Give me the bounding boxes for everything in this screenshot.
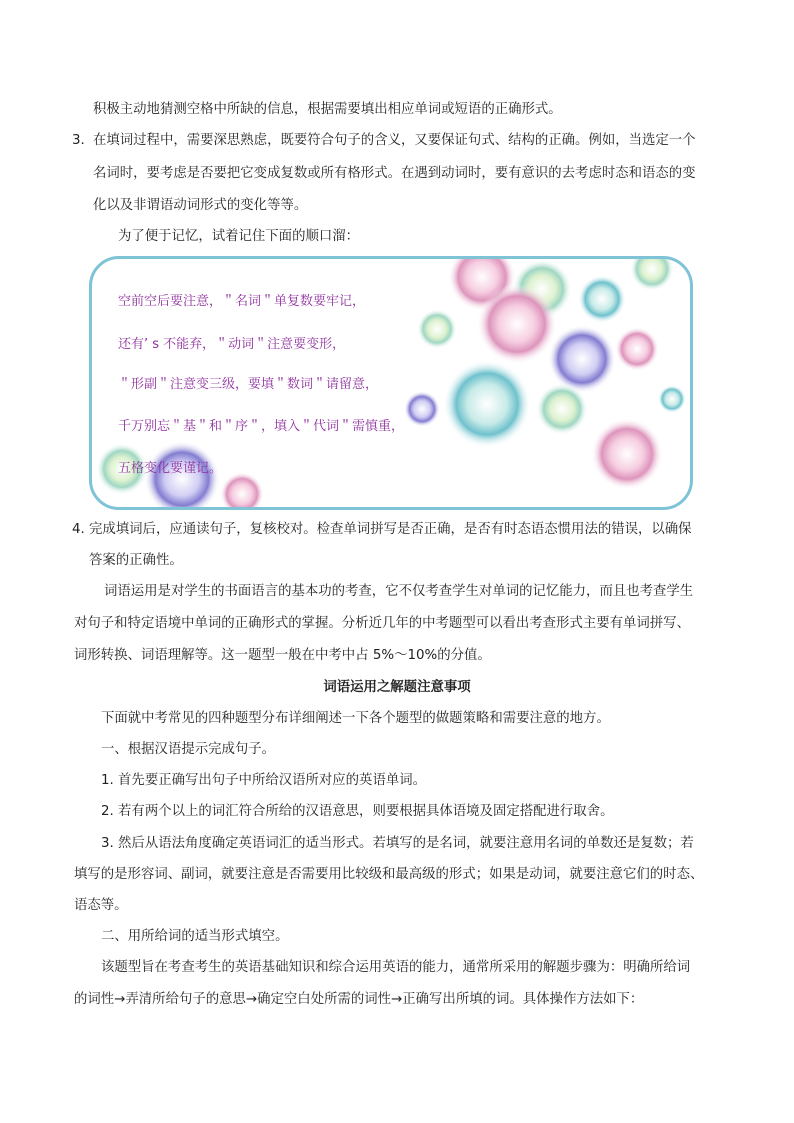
item3-line-2: 名词时，要考虑是否要把它变成复数或所有格形式。在遇到动词时，要有意识的去考虑时态和语态的变 xyxy=(93,166,696,181)
step-1: 1. 首先要正确写出句子中所给汉语所对应的英语单词。 xyxy=(101,773,427,788)
para3-line-2: 的词性→弄清所给句子的意思→确定空白处所需的词性→正确写出所填的词。具体操作方法如下： xyxy=(74,992,644,1007)
mnemonic-line-3: ＂形副＂注意变三级，要填＂数词＂请留意， xyxy=(118,377,379,392)
para3-line-1: 该题型旨在考查考生的英语基础知识和综合运用英语的能力，通常所采用的解题步骤为：明确所给词 xyxy=(101,960,691,975)
mnemonic-line-2: 还有’ s 不能弃，＂动词＂注意要变形， xyxy=(118,337,346,352)
item4-line-1: 完成填词后，应通读句子，复核校对。检查单词拼写是否正确，是否有时态语态惯用法的错误，以确保 xyxy=(89,522,692,537)
section-2-heading: 二、用所给词的适当形式填空。 xyxy=(101,929,289,944)
item3-line-1: 在填词过程中，需要深思熟虑，既要符合句子的含义，又要保证句式、结构的正确。例如，当选定一个 xyxy=(93,133,696,148)
mnemonic-line-1: 空前空后要注意，＂名词＂单复数要牢记， xyxy=(118,294,366,309)
step-3-line-2: 填写的是形容词、副词，就要注意是否需要用比较级和最高级的形式；如果是动词，就要注意它们的时态、 xyxy=(74,867,704,882)
item4-line-2: 答案的正确性。 xyxy=(89,553,183,568)
para1-line-1: 词语运用是对学生的书面语言的基本功的考查，它不仅考查学生对单词的记忆能力，而且也考查学生 xyxy=(104,584,694,599)
step-3-line-1: 3. 然后从语法角度确定英语词汇的适当形式。若填写的是名词，就要注意用名词的单数还是复数；若 xyxy=(101,836,694,851)
mnemonic-line-5: 五格变化要谨记。 xyxy=(118,461,223,476)
intro-continuation: 积极主动地猜测空格中所缺的信息，根据需要填出相应单词或短语的正确形式。 xyxy=(93,102,562,117)
section-1-heading: 一、根据汉语提示完成句子。 xyxy=(101,742,276,757)
mnemonic-intro: 为了便于记忆，试着记住下面的顺口溜： xyxy=(118,229,360,244)
step-3-line-3: 语态等。 xyxy=(74,898,128,913)
item-number-3: 3. xyxy=(72,133,85,148)
item-number-4: 4. xyxy=(72,522,85,537)
para2: 下面就中考常见的四种题型分布详细阐述一下各个题型的做题策略和需要注意的地方。 xyxy=(101,711,610,726)
step-2: 2. 若有两个以上的词汇符合所给的汉语意思，则要根据具体语境及固定搭配进行取舍。 xyxy=(101,804,614,819)
para1-line-3: 词形转换、词语理解等。这一题型一般在中考中占 5%～10%的分值。 xyxy=(74,648,491,663)
mnemonic-line-4: 千万别忘＂基＂和＂序＂，填入＂代词＂需慎重， xyxy=(118,419,405,434)
mnemonic-box xyxy=(89,256,693,510)
section-title: 词语运用之解题注意事项 xyxy=(323,680,471,695)
para1-line-2: 对句子和特定语境中单词的正确形式的掌握。分析近几年的中考题型可以看出考查形式主要有单词拼写、 xyxy=(74,616,690,631)
item3-line-3: 化以及非谓语动词形式的变化等等。 xyxy=(93,198,308,213)
